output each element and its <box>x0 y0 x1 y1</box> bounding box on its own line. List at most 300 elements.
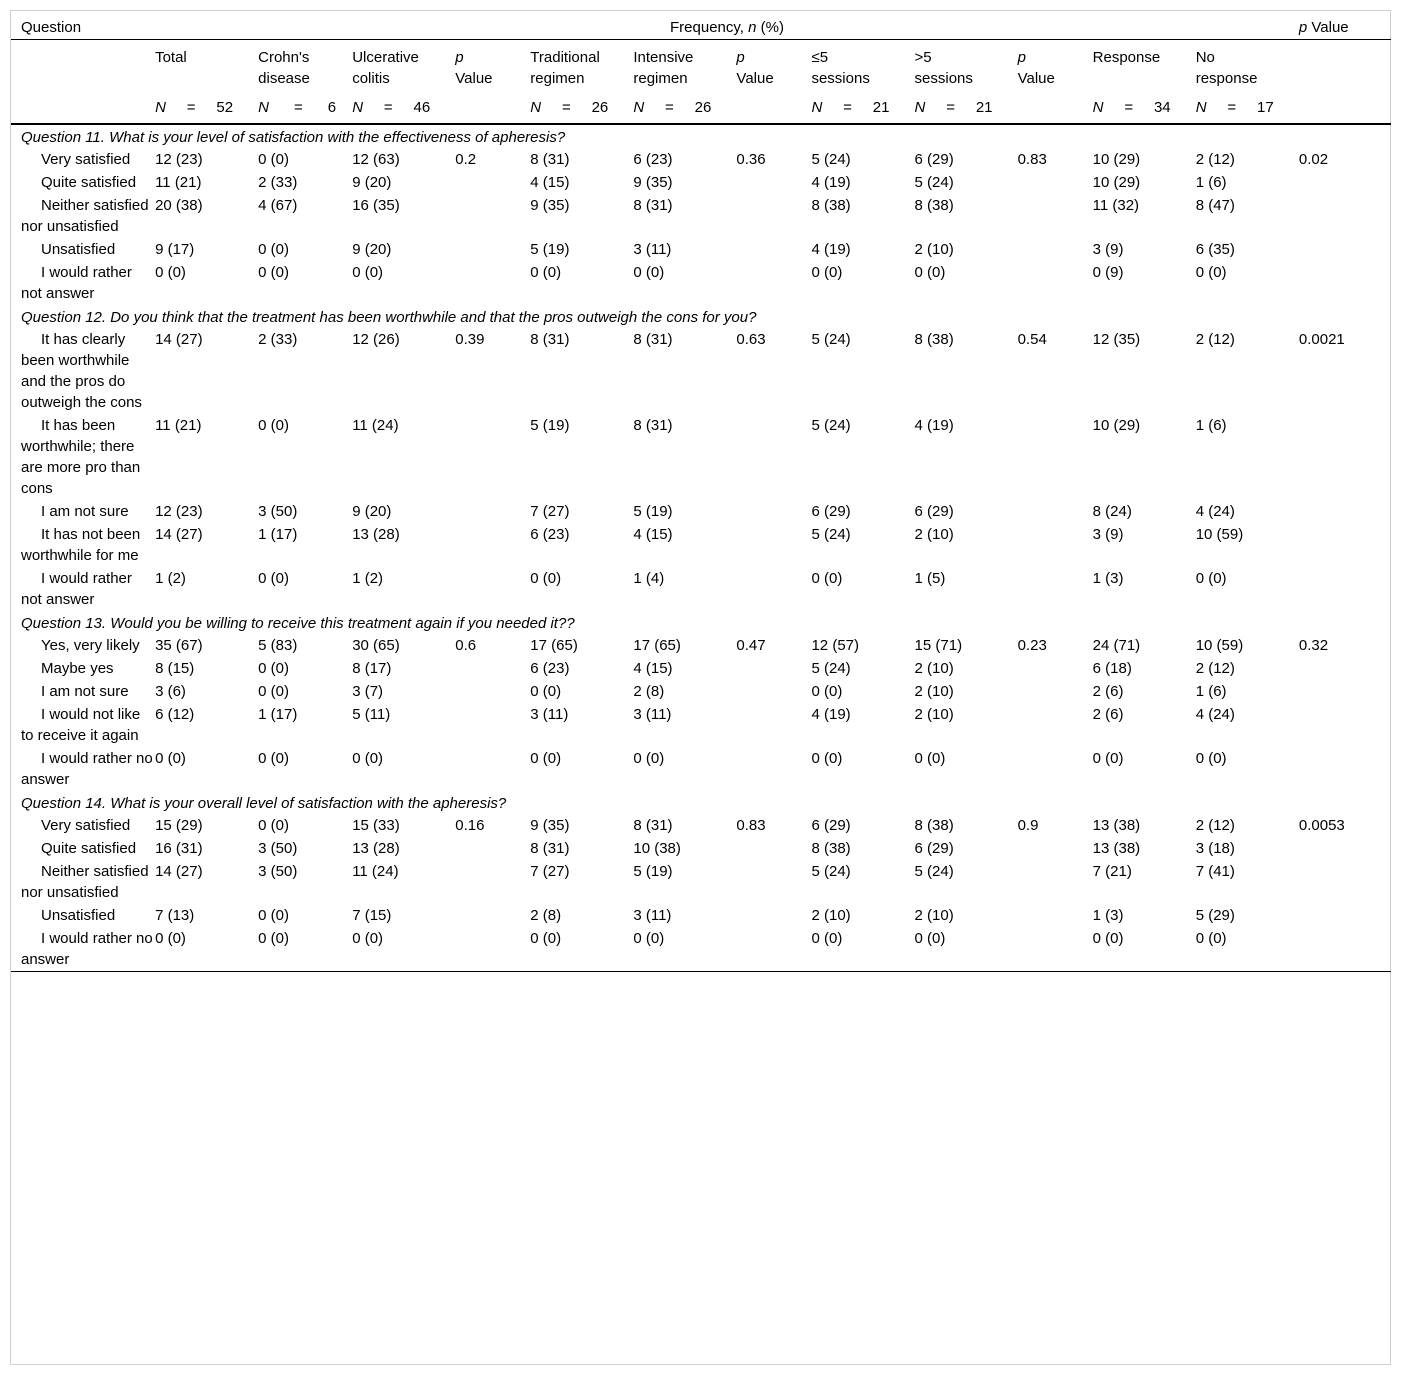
table-cell <box>1299 860 1391 904</box>
table-cell: 0.36 <box>736 151 766 168</box>
table-cell <box>1018 261 1093 305</box>
table-cell: 0 (0) <box>530 264 562 281</box>
table-cell <box>1018 414 1093 500</box>
answer-label <box>11 500 155 523</box>
table-cell: 2 (33) <box>258 331 298 348</box>
answer-label-text: I would rather no answer <box>21 930 153 968</box>
table-cell <box>1299 904 1391 927</box>
pvalue-header: p Value <box>1298 19 1349 36</box>
column-header: >5 sessions <box>915 40 1018 90</box>
answer-label-text: Quite satisfied <box>41 174 137 191</box>
table-cell: 17 (65) <box>633 637 681 654</box>
table-cell: 6 (29) <box>914 840 954 857</box>
section-heading-row <box>11 611 1391 634</box>
header-row-3 <box>11 89 1391 124</box>
table-cell: 6 (35) <box>1195 241 1235 258</box>
table-row <box>11 680 1391 703</box>
column-n: N = 34 <box>1093 89 1196 124</box>
table-cell: 0 (0) <box>258 907 289 924</box>
answer-label <box>11 837 155 860</box>
column-n: N = 46 <box>352 89 455 124</box>
table-cell: 8 (38) <box>811 197 851 214</box>
table-cell: 14 (27) <box>155 863 203 880</box>
column-n: N = 6 <box>258 89 352 124</box>
table-cell <box>1018 837 1093 860</box>
table-cell: 13 (28) <box>352 526 400 543</box>
answer-label-text: I am not sure <box>41 683 129 700</box>
table-cell: 2 (12) <box>1195 817 1235 834</box>
table-cell <box>1018 657 1093 680</box>
table-cell: 3 (9) <box>1092 526 1124 543</box>
table-cell: 13 (38) <box>1092 817 1141 834</box>
table-cell: 5 (19) <box>633 863 673 880</box>
answer-label <box>11 328 155 414</box>
answer-label <box>11 567 155 611</box>
table-cell: 0 (0) <box>155 927 258 972</box>
table-cell <box>736 860 811 904</box>
table-cell: 5 (24) <box>811 863 851 880</box>
answer-label <box>11 194 155 238</box>
table-cell: 0 (0) <box>633 264 665 281</box>
answer-label-text: I would rather not answer <box>21 264 132 302</box>
table-cell <box>736 171 811 194</box>
table-cell: 10 (59) <box>1195 637 1244 654</box>
table-cell: 1 (17) <box>258 526 298 543</box>
column-n: N = 17 <box>1196 89 1299 124</box>
table-cell: 0 (0) <box>1093 927 1196 972</box>
table-cell: 6 (23) <box>530 526 570 543</box>
column-header: Total <box>155 40 258 90</box>
table-cell <box>1299 703 1391 747</box>
table-cell: 7 (13) <box>155 907 195 924</box>
table-cell: 0.6 <box>455 637 477 654</box>
table-row <box>11 837 1391 860</box>
table-cell: 0 (0) <box>811 683 843 700</box>
column-n: N = 26 <box>633 89 736 124</box>
table-cell: 0.0021 <box>1298 331 1345 348</box>
table-cell: 15 (71) <box>914 637 963 654</box>
table-cell <box>1018 747 1093 791</box>
table-cell: 1 (17) <box>258 706 298 723</box>
table-cell <box>455 523 530 567</box>
table-cell: 0 (0) <box>530 570 562 587</box>
table-cell: 1 (2) <box>155 570 186 587</box>
table-cell <box>1018 500 1093 523</box>
answer-label <box>11 747 155 791</box>
column-n <box>736 89 811 124</box>
table-cell: 0.0053 <box>1298 817 1345 834</box>
table-cell: 3 (6) <box>155 683 186 700</box>
table-cell: 6 (23) <box>530 660 570 677</box>
table-cell: 7 (27) <box>530 503 570 520</box>
table-cell: 11 (24) <box>352 863 399 880</box>
table-cell: 0 (0) <box>530 683 562 700</box>
table-cell: 30 (65) <box>352 637 400 654</box>
table-cell: 8 (38) <box>914 197 954 214</box>
table-cell: 5 (19) <box>530 241 570 258</box>
table-cell: 5 (24) <box>811 331 851 348</box>
table-cell: 20 (38) <box>155 197 203 214</box>
table-cell: 5 (24) <box>914 863 954 880</box>
table-cell: 12 (23) <box>155 151 203 168</box>
table-cell: 0 (0) <box>1195 570 1227 587</box>
table-cell: 8 (17) <box>352 660 392 677</box>
table-cell: 8 (31) <box>633 817 673 834</box>
table-cell: 3 (11) <box>530 706 569 723</box>
table-cell: 1 (3) <box>1092 907 1124 924</box>
table-cell: 4 (15) <box>633 526 673 543</box>
table-cell: 12 (35) <box>1092 331 1141 348</box>
table-cell: 0 (0) <box>258 570 289 587</box>
table-cell <box>1299 261 1391 305</box>
table-cell <box>1299 171 1391 194</box>
table-cell: 6 (29) <box>914 503 954 520</box>
table-cell: 0 (0) <box>1195 750 1227 767</box>
table-cell: 3 (11) <box>633 907 672 924</box>
section-title: Question 14. What is your overall level of satisfaction with the apheresis? <box>21 795 507 812</box>
table-cell: 9 (20) <box>352 503 392 520</box>
table-cell <box>736 680 811 703</box>
table-cell: 2 (10) <box>914 907 954 924</box>
table-cell: 8 (38) <box>914 817 954 834</box>
table-cell: 6 (23) <box>633 151 673 168</box>
table-cell: 5 (24) <box>811 417 851 434</box>
table-cell: 17 (65) <box>530 637 578 654</box>
column-header: No response <box>1196 40 1299 90</box>
column-header: ≤5 sessions <box>811 40 914 90</box>
table-cell <box>736 261 811 305</box>
table-cell <box>1018 194 1093 238</box>
section-title: Question 12. Do you think that the treatment has been worthwhile and that the pros outweigh the cons for you? <box>21 309 757 326</box>
table-cell: 0 (0) <box>352 264 384 281</box>
table-cell: 8 (47) <box>1195 197 1235 214</box>
table-cell: 0 (0) <box>811 264 843 281</box>
table-cell <box>1299 680 1391 703</box>
table-cell: 5 (24) <box>811 526 851 543</box>
table-cell: 4 (15) <box>530 174 570 191</box>
answer-label-text: Yes, very likely <box>41 637 140 654</box>
table-cell <box>455 194 530 238</box>
table-cell: 6 (12) <box>155 706 195 723</box>
table-cell: 1 (2) <box>352 570 384 587</box>
table-cell: 11 (21) <box>155 417 202 434</box>
table-cell: 5 (19) <box>633 503 673 520</box>
column-n: N = 26 <box>530 89 633 124</box>
table-cell: 1 (4) <box>633 570 665 587</box>
table-cell: 0.16 <box>455 817 485 834</box>
table-cell <box>1299 567 1391 611</box>
table-cell: 16 (31) <box>155 840 203 857</box>
column-n: N = 21 <box>915 89 1018 124</box>
answer-label-text: Maybe yes <box>41 660 114 677</box>
column-header: p Value <box>736 40 811 90</box>
table-cell: 9 (20) <box>352 241 392 258</box>
table-cell: 5 (24) <box>811 151 851 168</box>
table-cell: 4 (24) <box>1195 503 1235 520</box>
table-cell: 2 (10) <box>914 526 954 543</box>
table-cell: 12 (23) <box>155 503 203 520</box>
table-cell: 0 (0) <box>1195 264 1227 281</box>
table-cell: 12 (26) <box>352 331 400 348</box>
column-n <box>1018 89 1093 124</box>
frequency-header: Frequency, n (%) <box>670 19 784 36</box>
table-cell <box>455 927 530 972</box>
table-cell: 15 (29) <box>155 817 203 834</box>
table-cell: 0 (9) <box>1092 264 1124 281</box>
table-cell: 8 (15) <box>155 660 195 677</box>
table-cell: 0 (0) <box>258 241 289 258</box>
answer-label-text: Quite satisfied <box>41 840 137 857</box>
answer-label <box>11 261 155 305</box>
answer-label <box>11 657 155 680</box>
table-cell <box>1018 904 1093 927</box>
table-cell: 5 (29) <box>1195 907 1235 924</box>
table-cell: 0 (0) <box>258 683 289 700</box>
table-cell: 8 (31) <box>633 417 673 434</box>
header-blank <box>11 40 155 90</box>
table-cell: 8 (38) <box>914 331 954 348</box>
answer-label <box>11 171 155 194</box>
table-cell: 0.54 <box>1017 331 1047 348</box>
table-cell: 2 (8) <box>530 907 562 924</box>
section-title: Question 13. Would you be willing to receive this treatment again if you needed it?? <box>21 615 575 632</box>
table-cell: 0.2 <box>455 151 477 168</box>
table-cell: 3 (9) <box>1092 241 1124 258</box>
table-cell: 13 (38) <box>1092 840 1141 857</box>
table-cell: 0 (0) <box>530 927 633 972</box>
table-cell: 0 (0) <box>352 750 384 767</box>
table-cell <box>1018 523 1093 567</box>
table-row <box>11 500 1391 523</box>
answer-label-text: I am not sure <box>41 503 129 520</box>
table-cell: 5 (19) <box>530 417 570 434</box>
table-row <box>11 194 1391 238</box>
table-cell <box>455 680 530 703</box>
table-cell <box>455 238 530 261</box>
table-cell: 2 (10) <box>914 241 954 258</box>
table-cell: 0 (0) <box>914 264 946 281</box>
table-cell: 6 (18) <box>1092 660 1132 677</box>
table-cell: 1 (5) <box>914 570 946 587</box>
table-cell <box>1299 523 1391 567</box>
column-n <box>455 89 530 124</box>
table-cell: 0 (0) <box>258 927 352 972</box>
table-cell: 5 (24) <box>914 174 954 191</box>
column-header: Ulcerative colitis <box>352 40 455 90</box>
column-header: p Value <box>1018 40 1093 90</box>
answer-label-text: It has been worthwhile; there are more pro than cons <box>21 417 141 497</box>
table-cell: 8 (31) <box>530 331 570 348</box>
table-cell: 0.9 <box>1017 817 1039 834</box>
table-cell: 14 (27) <box>155 331 203 348</box>
header-row-1 <box>11 11 1391 40</box>
table-cell <box>1299 657 1391 680</box>
table-cell: 7 (27) <box>530 863 570 880</box>
table-cell: 10 (38) <box>633 840 681 857</box>
column-header: Traditional regimen <box>530 40 633 90</box>
table-cell: 7 (15) <box>352 907 392 924</box>
table-cell: 10 (29) <box>1092 174 1141 191</box>
table-cell: 11 (21) <box>155 174 202 191</box>
table-cell: 4 (19) <box>914 417 954 434</box>
table-cell <box>1299 500 1391 523</box>
table-row <box>11 860 1391 904</box>
table-cell: 2 (12) <box>1195 151 1235 168</box>
table-row <box>11 171 1391 194</box>
table-cell <box>455 904 530 927</box>
table-cell: 0.39 <box>455 331 485 348</box>
column-header: Response <box>1093 40 1196 90</box>
table-cell: 0.47 <box>736 637 766 654</box>
answer-label <box>11 634 155 657</box>
table-cell: 9 (35) <box>530 197 570 214</box>
table-cell: 9 (35) <box>530 817 570 834</box>
table-cell <box>455 860 530 904</box>
table-cell <box>455 747 530 791</box>
table-cell: 10 (29) <box>1092 151 1141 168</box>
table-cell: 0 (0) <box>633 927 736 972</box>
question-header: Question <box>21 19 82 36</box>
answer-label-text: Unsatisfied <box>41 241 116 258</box>
table-row <box>11 148 1391 171</box>
table-cell: 8 (24) <box>1092 503 1132 520</box>
header-blank <box>11 89 155 124</box>
table-cell: 2 (12) <box>1195 660 1235 677</box>
table-cell: 0 (0) <box>914 750 946 767</box>
table-cell <box>455 703 530 747</box>
table-cell <box>1299 837 1391 860</box>
table-row <box>11 703 1391 747</box>
table-row <box>11 904 1391 927</box>
table-cell: 11 (32) <box>1092 197 1140 214</box>
section-heading-row <box>11 791 1391 814</box>
table-cell: 9 (17) <box>155 241 195 258</box>
table-row <box>11 634 1391 657</box>
table-cell <box>1018 238 1093 261</box>
table-cell: 5 (11) <box>352 706 391 723</box>
table-cell <box>455 414 530 500</box>
column-n: N = 21 <box>811 89 914 124</box>
table-row <box>11 261 1391 305</box>
table-cell: 4 (19) <box>811 706 851 723</box>
table-cell: 0 (0) <box>258 817 289 834</box>
table-cell: 8 (38) <box>811 840 851 857</box>
table-cell <box>736 523 811 567</box>
table-row <box>11 747 1391 791</box>
answer-label <box>11 927 155 972</box>
table-cell: 2 (10) <box>914 706 954 723</box>
table-cell: 12 (57) <box>811 637 859 654</box>
answer-label <box>11 238 155 261</box>
column-n: N = 52 <box>155 89 258 124</box>
table-cell: 10 (29) <box>1092 417 1141 434</box>
table-cell: 9 (35) <box>633 174 673 191</box>
table-cell: 14 (27) <box>155 526 203 543</box>
answer-label-text: I would not like to receive it again <box>21 706 141 744</box>
table-cell: 0 (0) <box>258 151 289 168</box>
table-cell: 0 (0) <box>258 750 289 767</box>
table-cell <box>1018 703 1093 747</box>
table-cell: 4 (15) <box>633 660 673 677</box>
table-row <box>11 657 1391 680</box>
table-cell: 2 (12) <box>1195 331 1235 348</box>
table-cell: 16 (35) <box>352 197 400 214</box>
table-cell: 8 (31) <box>633 331 673 348</box>
table-cell: 8 (31) <box>530 840 570 857</box>
answer-label-text: Very satisfied <box>41 151 131 168</box>
table-cell: 3 (50) <box>258 503 298 520</box>
header-blank <box>1299 89 1391 124</box>
table-cell: 0 (0) <box>915 927 1018 972</box>
table-cell: 1 (6) <box>1195 683 1227 700</box>
table-cell <box>455 837 530 860</box>
table-cell: 4 (67) <box>258 197 298 214</box>
table-cell <box>736 927 811 972</box>
table-cell: 2 (10) <box>914 660 954 677</box>
table-cell: 4 (24) <box>1195 706 1235 723</box>
table-cell: 0 (0) <box>258 264 289 281</box>
table-cell <box>736 238 811 261</box>
answer-label-text: Unsatisfied <box>41 907 116 924</box>
table-cell: 24 (71) <box>1092 637 1141 654</box>
table-cell: 5 (83) <box>258 637 298 654</box>
table-cell: 0.02 <box>1298 151 1329 168</box>
table-cell: 1 (6) <box>1195 174 1227 191</box>
table-cell <box>1299 194 1391 238</box>
answer-label-text: Very satisfied <box>41 817 131 834</box>
table-row <box>11 927 1391 972</box>
table-cell: 3 (11) <box>633 241 672 258</box>
table-cell: 6 (29) <box>811 817 851 834</box>
table-cell: 7 (41) <box>1195 863 1235 880</box>
table-cell: 0 (0) <box>1092 750 1124 767</box>
table-cell: 9 (20) <box>352 174 392 191</box>
table-cell <box>736 837 811 860</box>
table-cell: 8 (31) <box>633 197 673 214</box>
header-blank <box>1299 40 1391 90</box>
answer-label-text: I would rather not answer <box>21 570 132 608</box>
table-cell: 10 (59) <box>1195 526 1244 543</box>
table-row <box>11 567 1391 611</box>
table-cell: 0 (0) <box>1196 927 1299 972</box>
table-cell <box>455 171 530 194</box>
answer-label <box>11 414 155 500</box>
table-cell: 0 (0) <box>633 750 665 767</box>
column-header: Crohn's disease <box>258 40 352 90</box>
section-title: Question 11. What is your level of satisfaction with the effectiveness of apheresis? <box>21 129 566 146</box>
table-cell <box>1018 860 1093 904</box>
table-cell <box>1299 747 1391 791</box>
answer-label-text: It has clearly been worthwhile and the pros do outweigh the cons <box>21 331 142 411</box>
table-cell <box>736 657 811 680</box>
table-cell: 0 (0) <box>155 750 186 767</box>
table-cell: 3 (18) <box>1195 840 1235 857</box>
table-cell: 2 (6) <box>1092 706 1124 723</box>
table-cell: 2 (6) <box>1092 683 1124 700</box>
table-row <box>11 328 1391 414</box>
table-cell: 6 (29) <box>914 151 954 168</box>
table-cell: 6 (29) <box>811 503 851 520</box>
answer-label <box>11 523 155 567</box>
table-cell: 7 (21) <box>1092 863 1132 880</box>
answer-label-text: I would rather no answer <box>21 750 153 788</box>
table-cell <box>736 194 811 238</box>
table-cell: 0 (0) <box>258 660 289 677</box>
table-cell <box>455 657 530 680</box>
table-cell: 2 (8) <box>633 683 665 700</box>
table-cell: 0.63 <box>736 331 766 348</box>
answer-label <box>11 703 155 747</box>
